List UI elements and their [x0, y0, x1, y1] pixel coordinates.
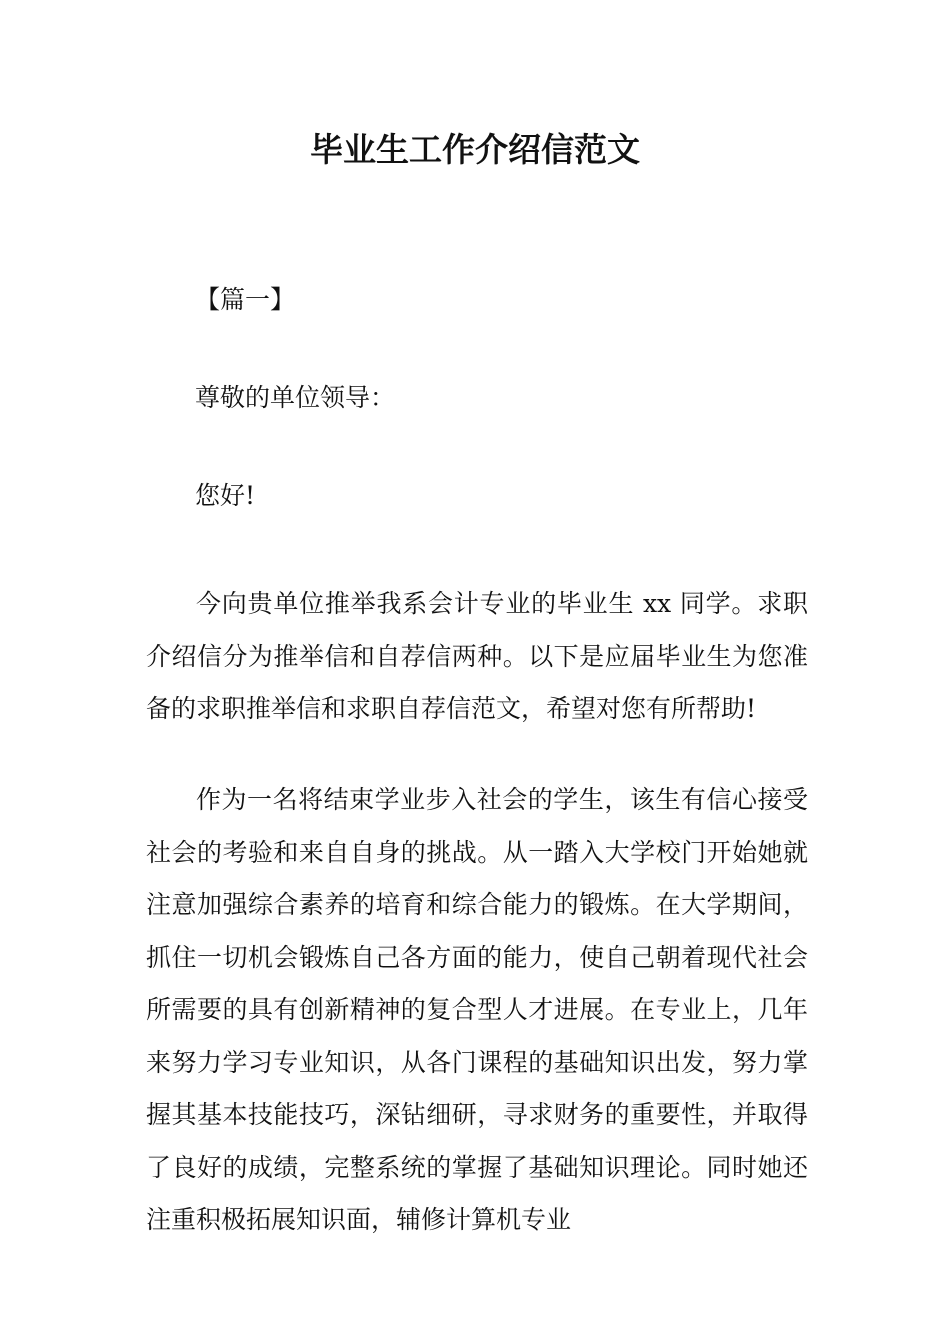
greeting: 您好! [195, 481, 256, 510]
body-paragraph-1: 今向贵单位推举我系会计专业的毕业生 xx 同学。求职介绍信分为推举信和自荐信两种。以下是应届毕业生为您准备的求职推举信和求职自荐信范文，希望对您有所帮助! [146, 589, 808, 723]
body-paragraph-2: 作为一名将结束学业步入社会的学生，该生有信心接受社会的考验和来自自身的挑战。从一踏入大学校门开始她就注意加强综合素养的培育和综合能力的锻炼。在大学期间，抓住一切机会锻炼自己各方面的能力，使自己朝着现代社会所需要的具有创新精神的复合型人才进展。在专业上，几年来努力学习专业知识，从各门课程的基础知识出发，努力掌握其基本技能技巧，深钻细研，寻求财务的重要性，并取得了良好的成绩，完整系统的掌握了基础知识理论。同时她还注重积极拓展知识面，辅修计算机专业 [146, 785, 808, 1234]
document-title: 毕业生工作介绍信范文 [310, 130, 640, 169]
section-label: 【篇一】 [195, 285, 296, 314]
salutation: 尊敬的单位领导： [195, 383, 396, 412]
